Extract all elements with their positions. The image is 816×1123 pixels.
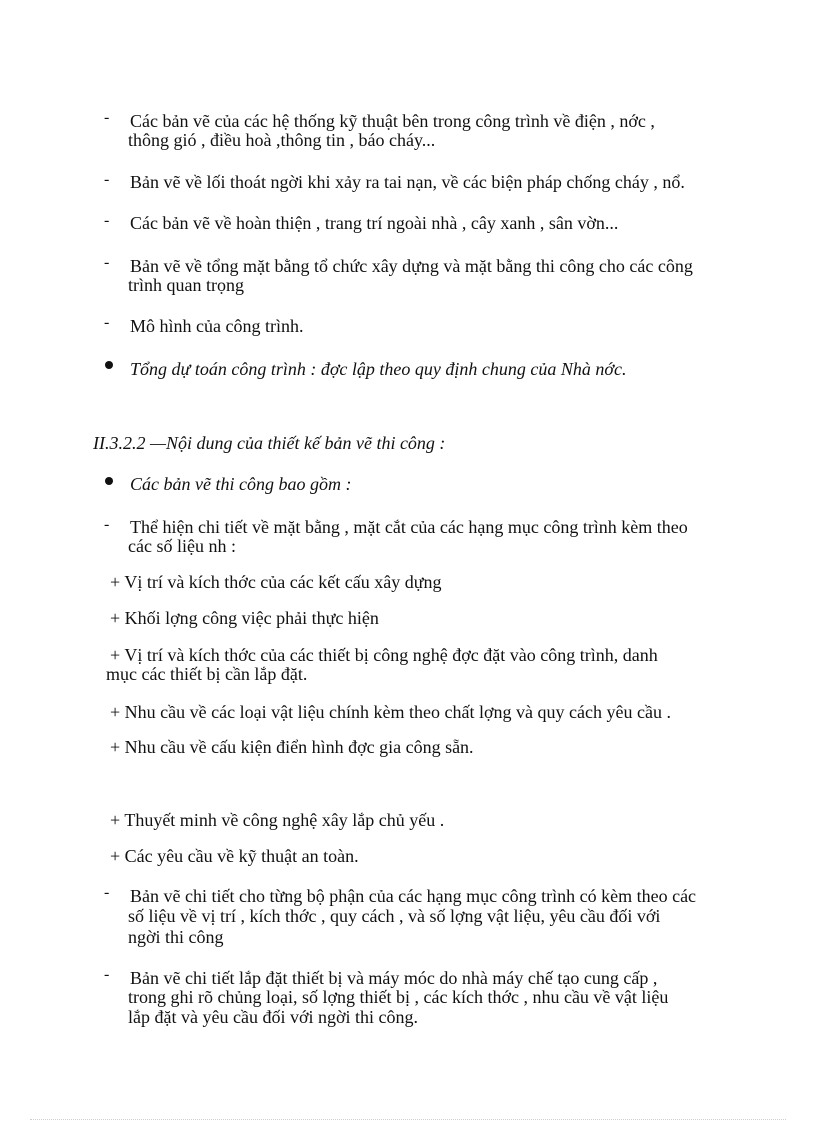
dash-marker: - — [104, 314, 110, 331]
plus-item: + Các yêu cầu về kỹ thuật an toàn. — [110, 846, 359, 866]
list-item-continuation: trong ghi rõ chủng loại, số lợng thiết bị , các kích thớc , nhu cầu về vật liệu — [128, 987, 669, 1007]
plus-item: + Vị trí và kích thớc của các thiết bị công nghệ đợc đặt vào công trình, danh — [110, 645, 658, 665]
plus-item: + Nhu cầu về cấu kiện điển hình đợc gia công sẵn. — [110, 737, 474, 757]
list-item-continuation: số liệu về vị trí , kích thớc , quy cách , và số lợng vật liệu, yêu cầu đối với — [128, 906, 661, 926]
section-heading: II.3.2.2 —Nội dung của thiết kế bản vẽ thi công : — [93, 433, 446, 453]
dash-marker: - — [104, 966, 110, 983]
dash-marker: - — [104, 516, 110, 533]
list-item-continuation: trình quan trọng — [128, 275, 244, 295]
list-item: Bản vẽ chi tiết lắp đặt thiết bị và máy móc do nhà máy chế tạo cung cấp , — [130, 968, 658, 988]
list-item-continuation: ngời thi công — [128, 927, 224, 947]
bullet-dot — [105, 361, 113, 369]
plus-item: + Khối lợng công việc phải thực hiện — [110, 608, 379, 628]
list-item: Bản vẽ chi tiết cho từng bộ phận của các hạng mục công trình có kèm theo các — [130, 886, 697, 906]
dash-marker: - — [104, 109, 110, 126]
plus-item: + Vị trí và kích thớc của các kết cấu xây dựng — [110, 572, 442, 592]
list-item-italic: Các bản vẽ thi công bao gồm : — [130, 474, 352, 494]
plus-item: + Thuyết minh về công nghệ xây lắp chủ yếu . — [110, 810, 445, 830]
list-item-continuation: thông gió , điều hoà ,thông tin , báo cháy... — [128, 130, 436, 150]
list-item: Bản vẽ về lối thoát ngời khi xảy ra tai nạn, về các biện pháp chống cháy , nổ. — [130, 172, 685, 192]
dash-marker: - — [104, 884, 110, 901]
list-item: Các bản vẽ của các hệ thống kỹ thuật bên trong công trình về điện , nớc , — [130, 111, 655, 131]
plus-item-continuation: mục các thiết bị cần lắp đặt. — [106, 664, 308, 684]
bullet-dot — [105, 477, 113, 485]
list-item: Các bản vẽ về hoàn thiện , trang trí ngoài nhà , cây xanh , sân vờn... — [130, 213, 619, 233]
list-item-italic: Tổng dự toán công trình : đợc lập theo quy định chung của Nhà nớc. — [130, 359, 627, 379]
list-item: Thể hiện chi tiết về mặt bằng , mặt cắt của các hạng mục công trình kèm theo — [130, 517, 688, 537]
dash-marker: - — [104, 171, 110, 188]
dash-marker: - — [104, 212, 110, 229]
list-item: Bản vẽ về tổng mặt bằng tổ chức xây dựng và mặt bằng thi công cho các công — [130, 256, 693, 276]
list-item-continuation: các số liệu nh : — [128, 536, 236, 556]
page-bottom-rule — [30, 1119, 786, 1120]
dash-marker: - — [104, 254, 110, 271]
list-item-continuation: lắp đặt và yêu cầu đối với ngời thi công. — [128, 1007, 418, 1027]
list-item: Mô hình của công trình. — [130, 316, 304, 336]
plus-item: + Nhu cầu về các loại vật liệu chính kèm theo chất lợng và quy cách yêu cầu . — [110, 702, 671, 722]
